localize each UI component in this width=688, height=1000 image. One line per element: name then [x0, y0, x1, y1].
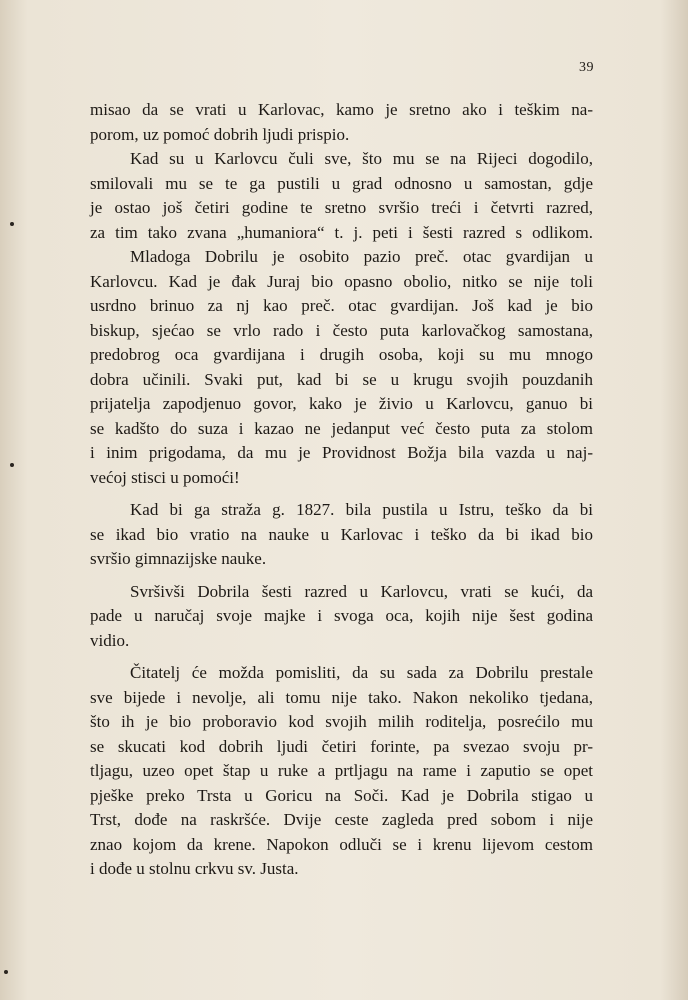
margin-mark	[4, 970, 8, 974]
text-line: predobrog oca gvardijana i drugih osoba, koji su mu mnogo	[90, 345, 593, 364]
paragraph-4	[90, 580, 593, 654]
text-line: znao kojom da krene. Napokon odluči se i krenu lijevom cestom	[90, 834, 593, 854]
text-line: dobra učinili. Svaki put, kad bi se u krugu svojih pouzdanih	[90, 369, 593, 389]
text-line: Kad bi ga straža g. 1827. bila pustila u Istru, teško da bi	[130, 500, 593, 519]
text-line: Kad su u Karlovcu čuli sve, što mu se na Rijeci dogodilo,	[130, 149, 593, 168]
text-line: Čitatelj će možda pomisliti, da su sada za Dobrilu prestale	[130, 663, 593, 682]
text-line: Mladoga Dobrilu je osobito pazio preč. otac gvardijan u	[130, 247, 593, 266]
paragraph-3	[90, 498, 593, 572]
text-line: smilovali mu se te ga pustili u grad odnosno u samostan, gdje	[90, 173, 593, 193]
text-line: se skucati kod dobrih ljudi četiri forinte, pa svezao svoju pr-	[90, 736, 593, 756]
text-line: tljagu, uzeo opet štap u ruke a prtljagu na rame i zaputio se opet	[90, 761, 593, 780]
text-line: većoj stisci u pomoći!	[90, 467, 240, 487]
text-line: se kadšto do suza i kazao ne jedanput već često puta za stolom	[90, 418, 593, 438]
text-line: za tim tako zvana „humaniora“ t. j. peti i šesti razred s odlikom.	[90, 222, 593, 242]
text-line: prijatelja zapodjenuo govor, kako je živio u Karlovcu, ganuo bi	[90, 394, 593, 413]
margin-mark	[10, 222, 14, 226]
text-line: sve bijede i nevolje, ali tomu nije tako. Nakon nekoliko tjedana,	[90, 687, 593, 707]
text-line: Trst, dođe na raskršće. Dvije ceste zagleda pred sobom i nije	[90, 810, 593, 829]
text-line: misao da se vrati u Karlovac, kamo je sretno ako i teškim na-	[90, 100, 593, 119]
page-number: 39	[579, 60, 594, 75]
body-text	[90, 98, 593, 882]
paragraph-1	[90, 98, 593, 147]
text-line: što ih je bio proboravio kod svojih milih roditelja, posrećilo mu	[90, 712, 593, 731]
text-line: porom, uz pomoć dobrih ljudi prispio.	[90, 124, 350, 144]
text-line: svršio gimnazijske nauke.	[90, 549, 267, 568]
text-line: je ostao još četiri godine te sretno svršio treći i četvrti razred,	[90, 198, 593, 217]
text-line: pješke preko Trsta u Goricu na Soči. Kad je Dobrila stigao u	[90, 785, 593, 805]
text-line: pade u naručaj svoje majke i svoga oca, kojih nije šest godina	[90, 606, 593, 625]
text-line: i inim prigodama, da mu je Providnost Božja bila vazda u naj-	[90, 443, 593, 462]
paragraph-5	[90, 661, 593, 882]
text-line: Svršivši Dobrila šesti razred u Karlovcu, vrati se kući, da	[130, 581, 593, 601]
text-line: se ikad bio vratio na nauke u Karlovac i teško da bi ikad bio	[90, 524, 593, 544]
text-line: Karlovcu. Kad je đak Juraj bio opasno obolio, nitko se nije toli	[90, 271, 593, 291]
text-line: biskup, sjećao se vrlo rado i često puta karlovačkog samostana,	[90, 320, 593, 340]
text-line: i dođe u stolnu crkvu sv. Justa.	[90, 859, 299, 878]
margin-mark	[10, 463, 14, 467]
text-line: vidio.	[90, 630, 130, 650]
text-line: usrdno brinuo za nj kao preč. otac gvardijan. Još kad je bio	[90, 296, 593, 315]
paragraph-2	[90, 147, 593, 490]
